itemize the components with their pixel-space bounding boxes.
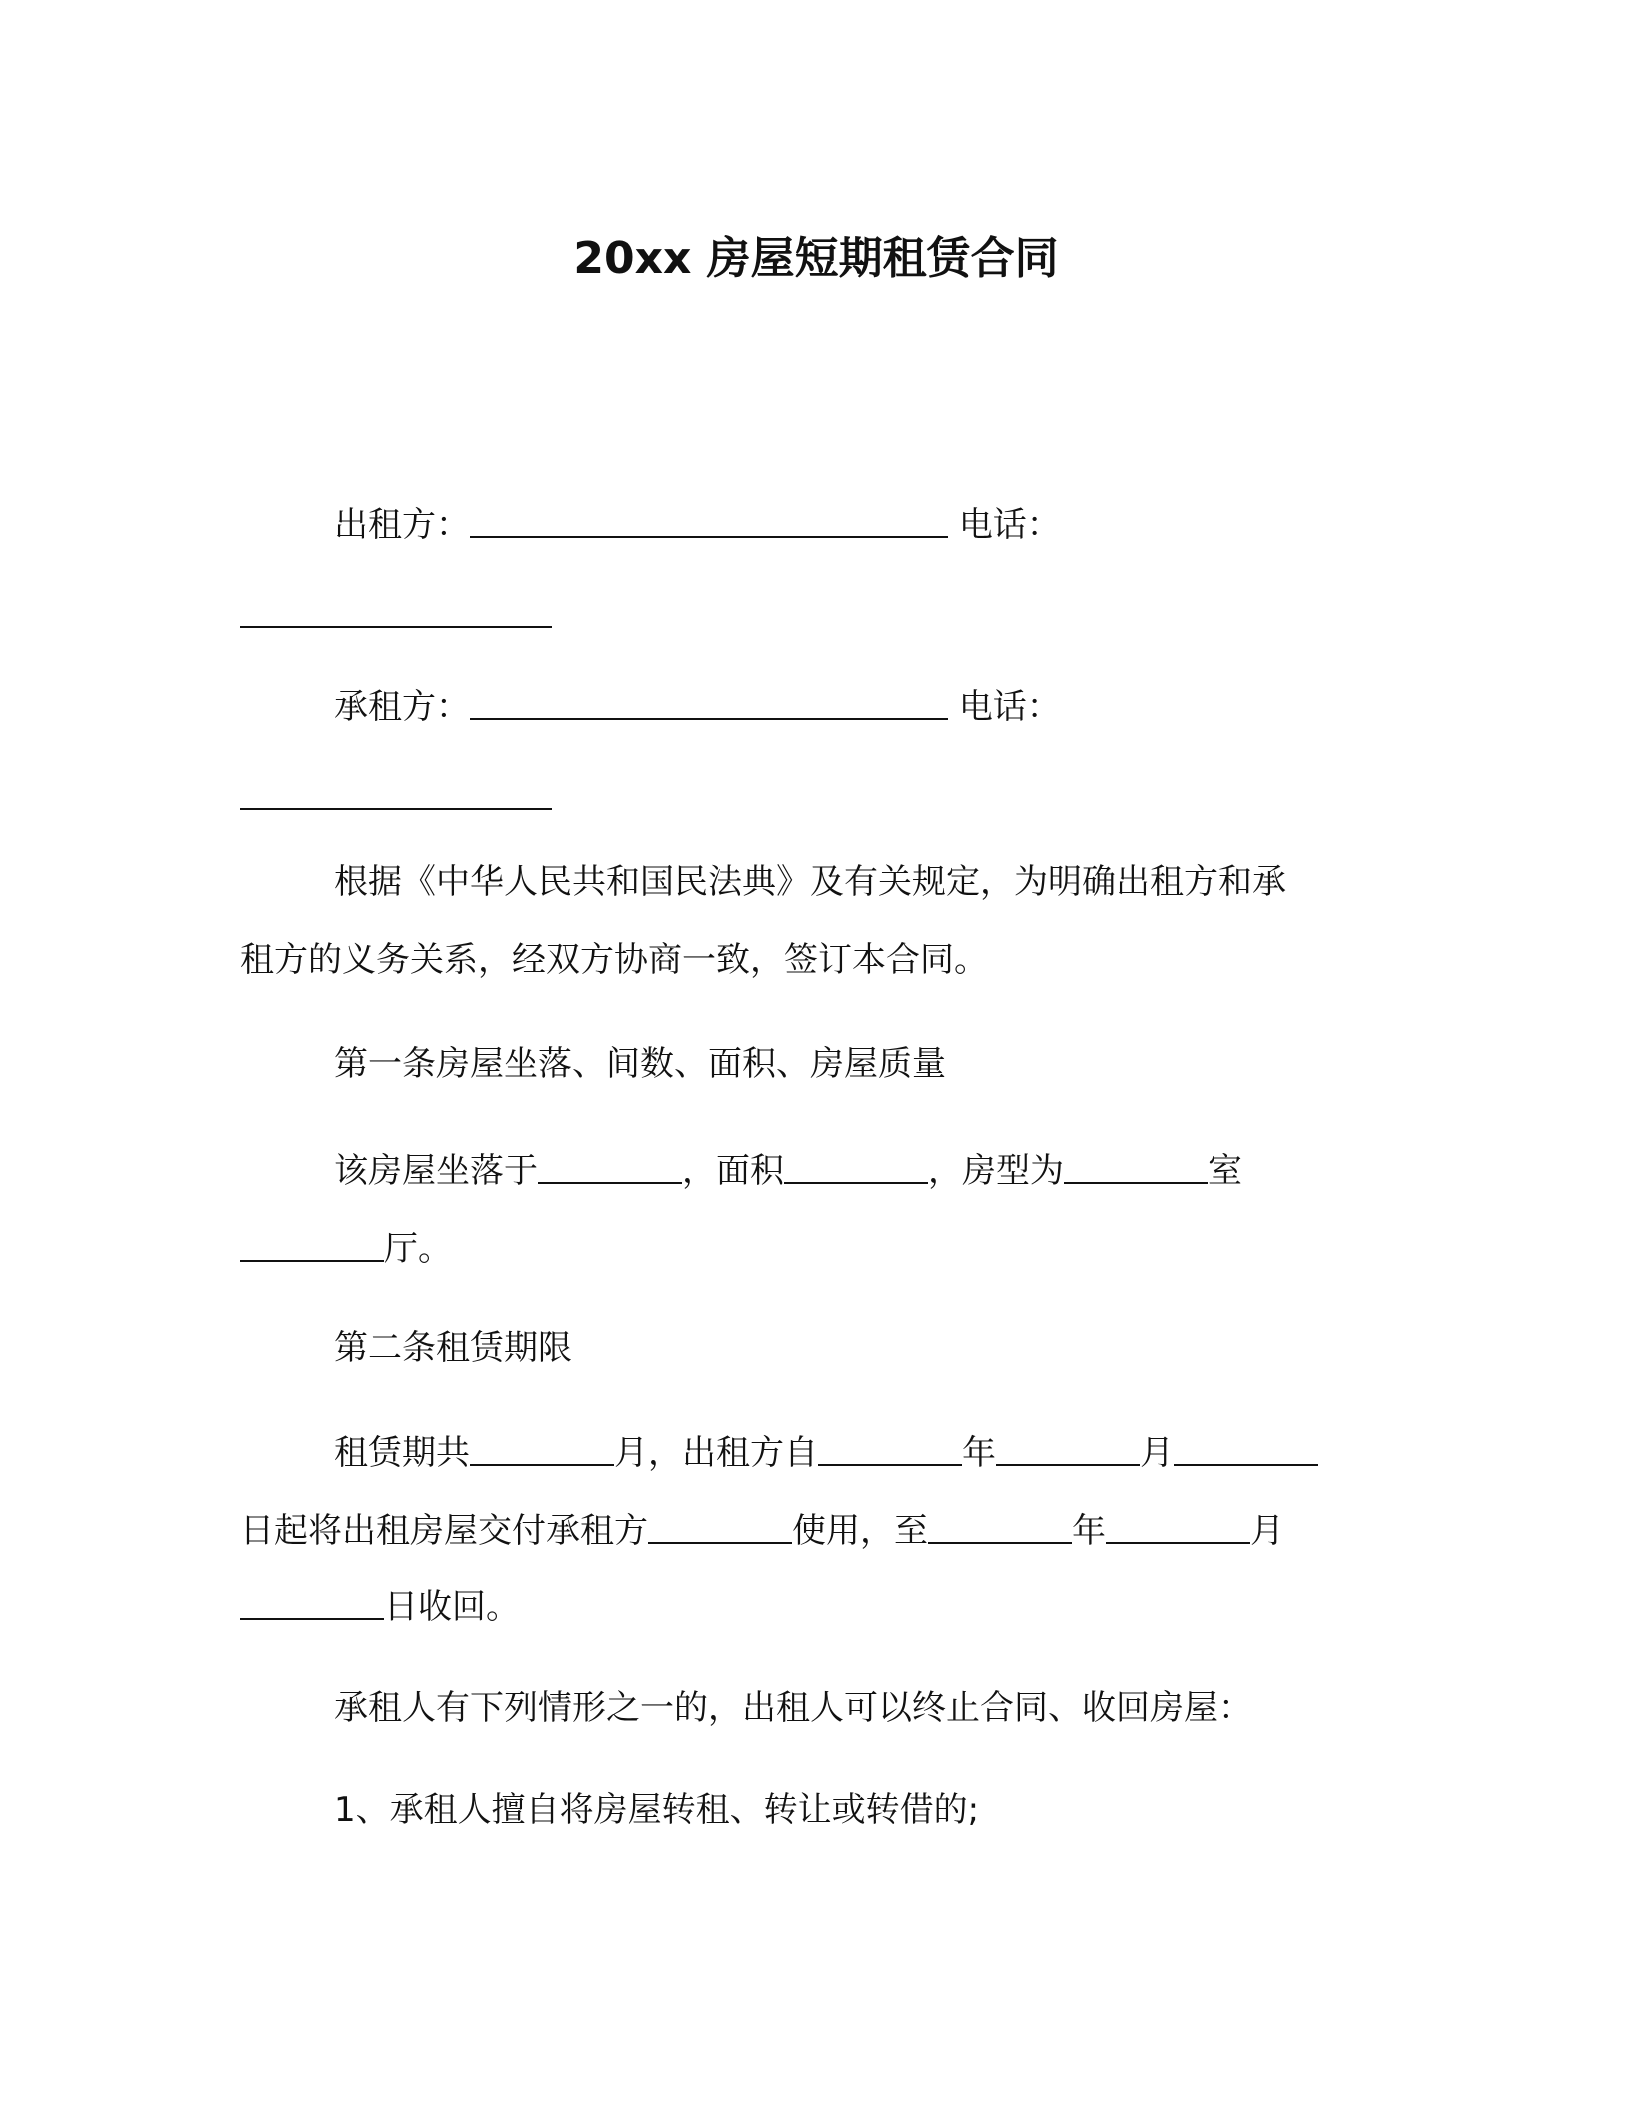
lessor-line <box>334 498 1061 549</box>
lessee-phone-blank <box>240 772 552 810</box>
lessor-phone-line <box>240 588 552 639</box>
start-year-blank <box>818 1428 962 1466</box>
article2-l1-a: 租赁期共 <box>334 1433 470 1473</box>
article2-line-2 <box>240 1504 1284 1555</box>
rooms-blank <box>1064 1146 1208 1184</box>
termination-item-1: 1、承租人擅自将房屋转租、转让或转借的; <box>334 1790 980 1830</box>
start-month-blank <box>996 1428 1140 1466</box>
lessor-phone-label: 电话： <box>958 505 1061 545</box>
start-day-blank <box>1174 1428 1318 1466</box>
article2-line-3 <box>240 1580 520 1631</box>
article2-l1-c: 年 <box>962 1433 996 1473</box>
article1-heading: 第一条房屋坐落、间数、面积、房屋质量 <box>334 1044 946 1084</box>
article2-heading: 第二条租赁期限 <box>334 1328 572 1368</box>
article2-l1-d: 月 <box>1140 1433 1174 1473</box>
lessee-line <box>334 680 1061 731</box>
article2-l3-a: 日收回。 <box>384 1587 520 1627</box>
lessee-use-blank <box>648 1506 792 1544</box>
article1-line-2 <box>240 1222 452 1273</box>
preamble-line-1: 根据《中华人民共和国民法典》及有关规定，为明确出租方和承 <box>334 862 1286 902</box>
article1-text-d: 室 <box>1208 1151 1242 1191</box>
article1-line-1 <box>334 1144 1242 1195</box>
lessor-label: 出租方： <box>334 505 470 545</box>
document-title: 20xx 房屋短期租赁合同 <box>573 233 1059 284</box>
lessor-phone-blank <box>240 590 552 628</box>
location-blank <box>538 1146 682 1184</box>
article2-line-1 <box>334 1426 1318 1477</box>
halls-blank <box>240 1224 384 1262</box>
article1-text-c: ，房型为 <box>928 1151 1064 1191</box>
lessor-name-blank <box>470 500 948 538</box>
article1-text-b: ，面积 <box>682 1151 784 1191</box>
article1-text-a: 该房屋坐落于 <box>334 1151 538 1191</box>
term-months-blank <box>470 1428 614 1466</box>
end-month-blank <box>1106 1506 1250 1544</box>
lessee-name-blank <box>470 682 948 720</box>
article2-l2-b: 使用，至 <box>792 1511 928 1551</box>
end-day-blank <box>240 1582 384 1620</box>
article2-l2-c: 年 <box>1072 1511 1106 1551</box>
article1-text-e: 厅。 <box>384 1229 452 1269</box>
termination-intro: 承租人有下列情形之一的，出租人可以终止合同、收回房屋： <box>334 1688 1252 1728</box>
preamble-line-2: 租方的义务关系，经双方协商一致，签订本合同。 <box>240 940 988 980</box>
lessee-label: 承租方： <box>334 687 470 727</box>
article2-l1-b: 月，出租方自 <box>614 1433 818 1473</box>
area-blank <box>784 1146 928 1184</box>
lessee-phone-line <box>240 770 552 821</box>
article2-l2-a: 日起将出租房屋交付承租方 <box>240 1511 648 1551</box>
article2-l2-d: 月 <box>1250 1511 1284 1551</box>
end-year-blank <box>928 1506 1072 1544</box>
lessee-phone-label: 电话： <box>958 687 1061 727</box>
